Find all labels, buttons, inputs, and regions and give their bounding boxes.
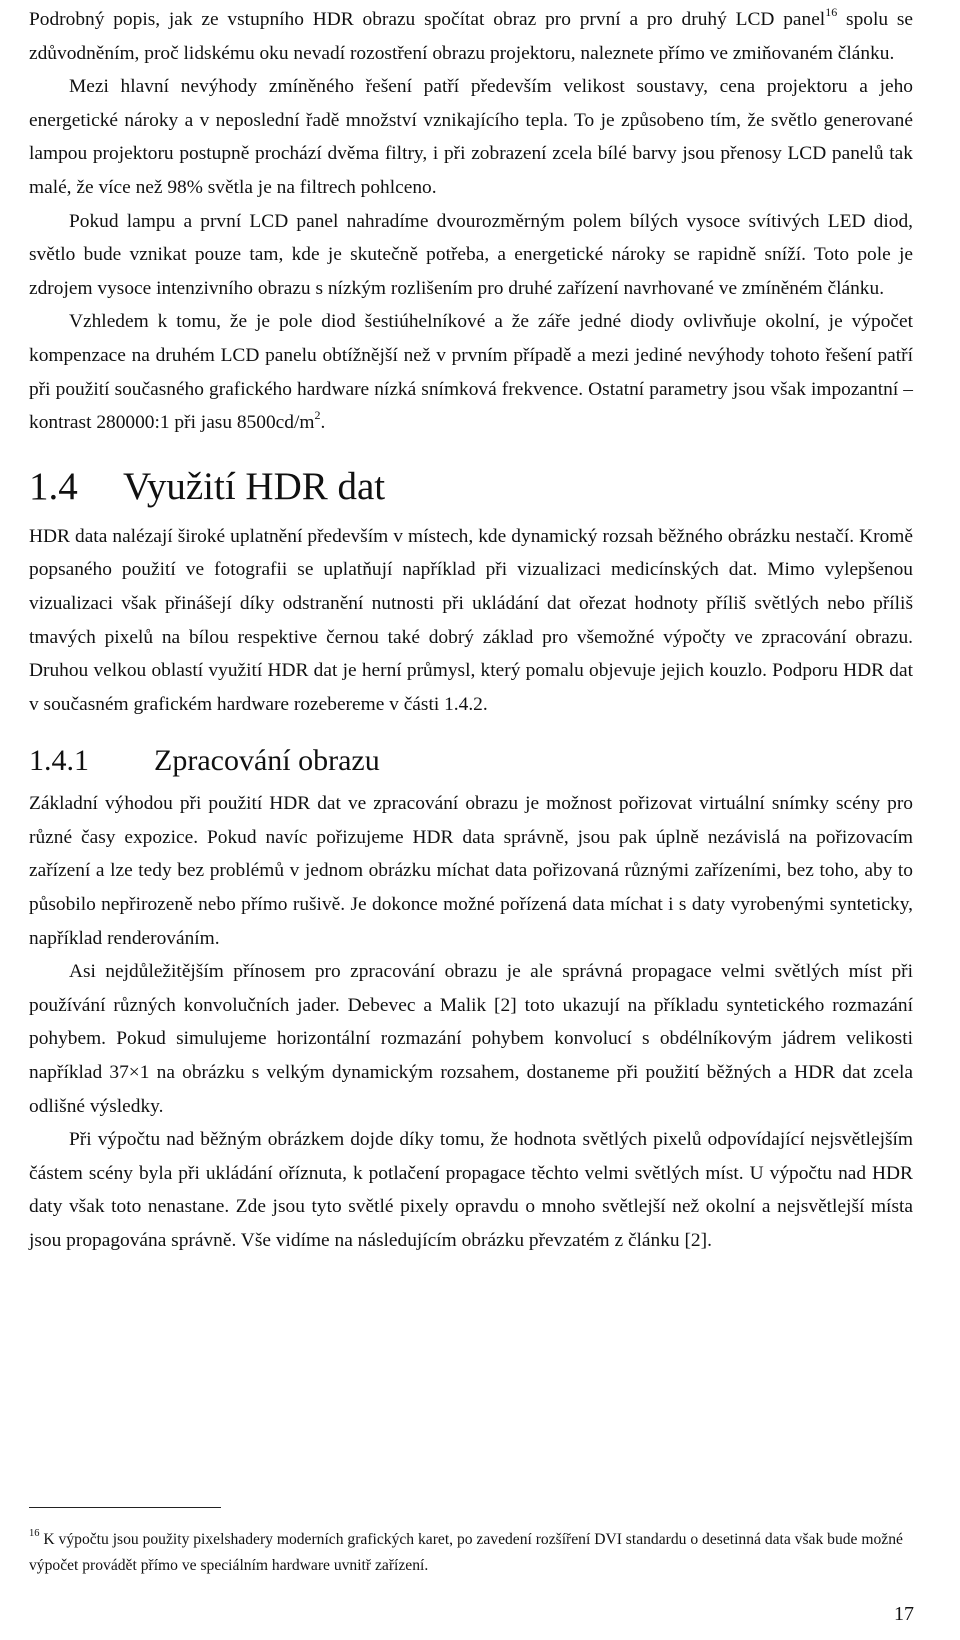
footnote-reference[interactable]: 16 <box>825 5 838 19</box>
footnote-separator <box>29 1507 221 1508</box>
paragraph-text: Vzhledem k tomu, že je pole diod šestiúhelníkové a že záře jedné diody ovlivňuje okolní, je výpočet kompenzace na druhém LCD panelu obtížnější než v prvním případě a mezi jediné nevýhody tohoto řešení patří při použití současného grafického hardware nízká snímková frekvence. Ostatní parametry jsou však impozantní – kontrast 280000:1 při jasu 8500cd/m <box>29 311 913 434</box>
footnote <box>29 1527 913 1579</box>
subsection-title: Zpracování obrazu <box>154 744 380 778</box>
paragraph-text: . <box>320 412 326 434</box>
page-content <box>29 3 913 1258</box>
page-number: 17 <box>894 1603 914 1625</box>
paragraph-disadvantages: Mezi hlavní nevýhody zmíněného řešení patří především velikost soustavy, cena projektoru a jeho energetické nároky a v neposlední řadě množství vznikajícího tepla. To je způsobeno tím, že světlo generované lampou projektoru postupně prochází dvěma filtry, i při zobrazení zcela bílé barvy jsou přenosy LCD panelů tak malé, že více než 98% světla je na filtrech pohlceno. <box>29 76 913 198</box>
paragraph-hdr-usage: HDR data nalézají široké uplatnění především v místech, kde dynamický rozsah běžného obrázku nestačí. Kromě popsaného použití ve fotografii se uplatňují například při vizualizaci medicínských dat. Mimo vylepšenou vizualizaci však přinášejí díky odstranění nutnosti při ukládání dat ořezat hodnoty příliš světlých nebo příliš tmavých pixelů na bílou respektive černou také dobrý základ pro všemožné výpočty ve zpracování obrazu. Druhou velkou oblastí využití HDR dat je herní průmysl, který pomalu objevuje jejich kouzlo. Podporu HDR dat v současném grafickém hardware rozebereme v části 1.4.2. <box>29 525 913 715</box>
paragraph-hexagonal-array <box>29 305 913 439</box>
paragraph-propagation: Asi nejdůležitějším přínosem pro zpracování obrazu je ale správná propagace velmi světlých míst při používání různých konvolučních jader. Debevec a Malik [2] toto ukazují na příkladu syntetického rozmazání pohybem. Pokud simulujeme horizontální rozmazání pohybem konvolucí s obdélníkovým jádrem velikosti například 37×1 na obrázku s velkým dynamickým rozsahem, dostaneme při použití běžných a HDR dat zcela odlišné výsledky. <box>29 961 913 1117</box>
subsection-number: 1.4.1 <box>29 744 89 778</box>
paragraph-led-array: Pokud lampu a první LCD panel nahradíme dvourozměrným polem bílých vysoce svítivých LED diod, světlo bude vznikat pouze tam, kde je skutečně potřeba, a energetické nároky se rapidně sníží. Toto pole je zdrojem vysoce intenzivního obrazu s nízkým rozlišením pro druhé zařízení navrhované ve zmíněném článku. <box>29 210 913 299</box>
paragraph-text: spolu se zdůvodněním, proč lidskému oku nevadí rozostření obrazu projektoru, naleznete přímo ve zmiňovaném článku. <box>29 9 914 64</box>
section-number: 1.4 <box>29 464 78 508</box>
footnote-text: K výpočtu jsou použity pixelshadery moderních grafických karet, po zavedení rozšíření DVI standardu o desetinná data však bude možné výpočet provádět přímo ve speciálním hardware uvnitř zařízení. <box>29 1531 903 1574</box>
paragraph-text: Podrobný popis, jak ze vstupního HDR obrazu spočítat obraz pro první a pro druhý LCD panel <box>29 9 826 30</box>
section-title: Využití HDR dat <box>123 464 386 508</box>
superscript: 2 <box>314 408 321 423</box>
subsection-heading <box>29 743 913 779</box>
paragraph-image-processing-advantage: Základní výhodou při použití HDR dat ve zpracování obrazu je možnost pořizovat virtuální snímky scény pro různé časy expozice. Pokud navíc pořizujeme HDR data správně, jsou pak úplně nezávislá na pořizovacím zařízení a lze tedy bez problémů v jednom obrázku míchat data pořizovaná různými zařízeními, bez toho, aby to působilo nepřirozeně nebo přímo rušivě. Je dokonce možné pořízená data míchat i s daty vyrobenými synteticky, například renderováním. <box>29 793 913 949</box>
footnote-mark: 16 <box>29 1528 40 1539</box>
paragraph-hdr-display-details <box>29 3 913 70</box>
section-heading <box>29 464 913 510</box>
paragraph-computation-result: Při výpočtu nad běžným obrázkem dojde díky tomu, že hodnota světlých pixelů odpovídající nejsvětlejším částem scény byla při ukládání oříznuta, k potlačení propagace těchto velmi světlých míst. U výpočtu nad HDR daty však toto nenastane. Zde jsou tyto světlé pixely opravdu o mnoho světlejší než okolní a nejsvětlejší místa jsou propagována správně. Vše vidíme na následujícím obrázku převzatém z článku [2]. <box>29 1129 913 1251</box>
